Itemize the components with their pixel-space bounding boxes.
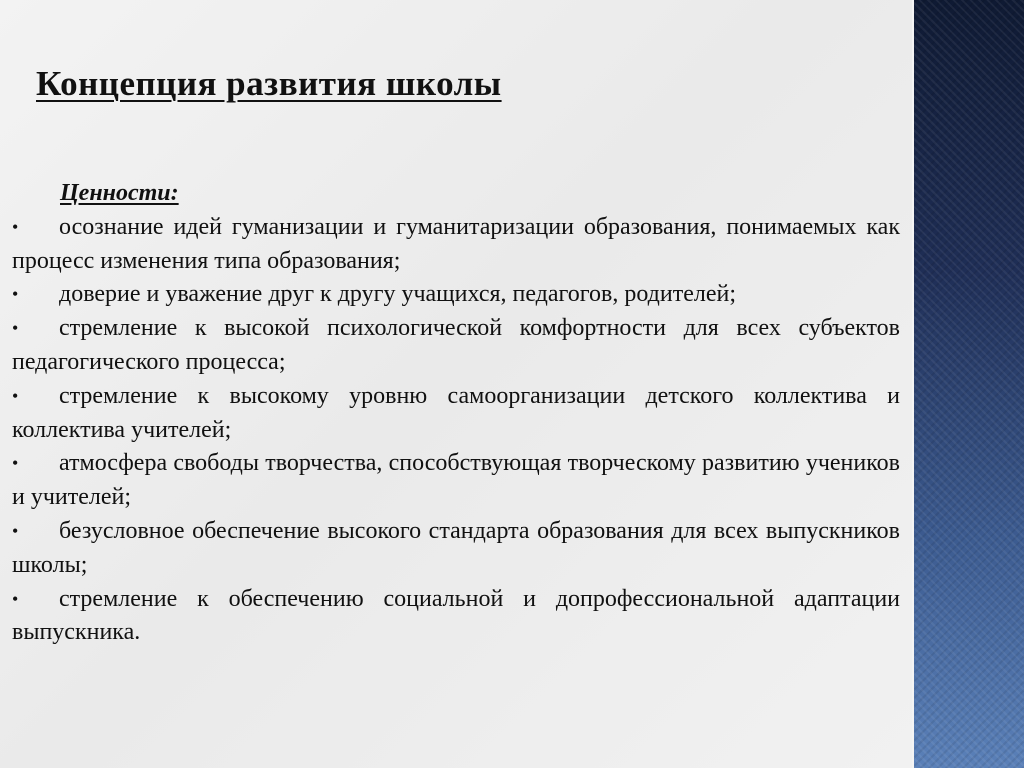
list-item-text: стремление к высокому уровню самоорганизации детского коллектива и коллектива учителей; (12, 382, 900, 443)
list-item-text: осознание идей гуманизации и гуманитаризации образования, понимаемых как процесс изменения типа образования; (12, 213, 900, 274)
decorative-side-panel (912, 0, 1024, 768)
bullet-icon: • (12, 385, 19, 406)
slide-content (12, 177, 900, 650)
list-item (12, 278, 900, 312)
bullet-icon: • (12, 453, 19, 474)
list-item (12, 211, 900, 279)
bullet-icon: • (12, 216, 19, 237)
bullet-icon: • (12, 284, 19, 305)
list-item (12, 447, 900, 515)
list-item (12, 380, 900, 448)
list-item (12, 583, 900, 651)
list-item (12, 515, 900, 583)
values-subtitle: Ценности: (60, 180, 179, 206)
list-item-text: доверие и уважение друг к другу учащихся, педагогов, родителей; (59, 281, 737, 308)
list-item-text: стремление к высокой психологической комфортности для всех субъектов педагогического процесса; (12, 315, 900, 375)
bullet-icon: • (12, 318, 19, 339)
values-list (12, 211, 900, 650)
list-item (12, 312, 900, 380)
slide-title: Концепция развития школы (36, 64, 502, 103)
list-item-text: безусловное обеспечение высокого стандарта образования для всех выпускников школы; (12, 517, 900, 578)
bullet-icon: • (12, 588, 19, 609)
bullet-icon: • (12, 520, 19, 541)
list-item-text: атмосфера свободы творчества, способствующая творческому развитию учеников и учителей; (12, 450, 900, 511)
list-item-text: стремление к обеспечению социальной и допрофессиональной адаптации выпускника. (12, 585, 900, 646)
